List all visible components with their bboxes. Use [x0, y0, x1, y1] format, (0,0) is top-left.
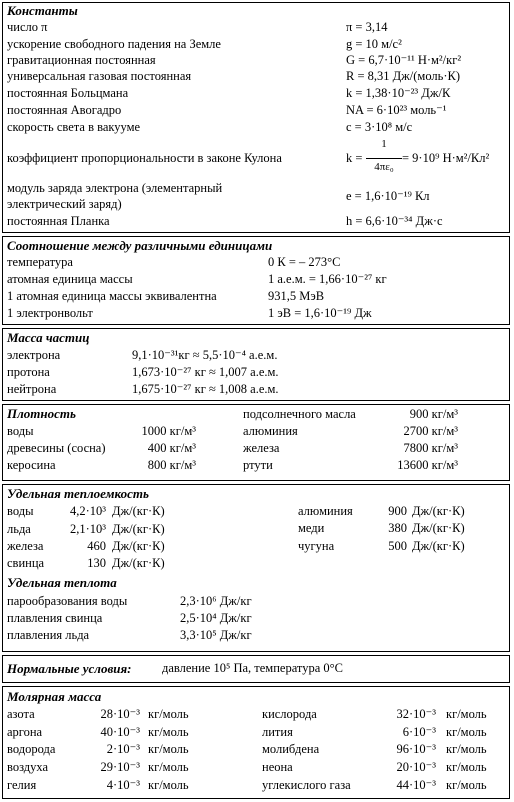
constant-name: постоянная Больцмана — [7, 86, 129, 100]
molar-unit: кг/моль — [148, 707, 189, 721]
constants-title: Константы — [7, 3, 78, 18]
unit-name: температура — [7, 255, 73, 269]
electron-charge-name-cont: электрический заряд) — [7, 197, 122, 211]
normal-conditions-title: Нормальные условия: — [7, 661, 132, 676]
units-title: Соотношение между различными единицами — [7, 238, 273, 253]
heat-capacity-unit: Дж/(кг·К) — [412, 504, 465, 518]
density-title: Плотность — [7, 406, 76, 421]
molar-name: углекислого газа — [262, 778, 351, 792]
molar-name: кислорода — [262, 707, 317, 721]
molar-value: 96·10⁻³ — [396, 742, 436, 756]
heat-capacity-name: чугуна — [298, 539, 335, 553]
coulomb-denominator: 4πε₀ — [374, 161, 394, 173]
molar-name: молибдена — [262, 742, 320, 756]
density-value: 900 кг/м³ — [409, 407, 458, 421]
density-value: 2700 кг/м³ — [403, 424, 458, 438]
mass-value: 1,673·10⁻²⁷ кг ≈ 1,007 а.е.м. — [132, 365, 279, 379]
density-value: 7800 кг/м³ — [403, 441, 458, 455]
density-name: железа — [243, 441, 280, 455]
mass-name: электрона — [7, 348, 61, 362]
molar-unit: кг/моль — [148, 778, 189, 792]
heat-capacity-value: 460 — [87, 539, 106, 553]
molar-value: 4·10⁻³ — [106, 778, 140, 792]
molar-value: 40·10⁻³ — [100, 725, 140, 739]
molar-value: 44·10⁻³ — [396, 778, 436, 792]
heat-capacity-unit: Дж/(кг·К) — [112, 539, 165, 553]
specific-heat-value: 2,5·10⁴ Дж/кг — [180, 611, 252, 625]
molar-value: 6·10⁻³ — [402, 725, 436, 739]
electron-charge-name: модуль заряда электрона (элементарный — [7, 181, 223, 195]
molar-name: воздуха — [7, 760, 49, 774]
specific-heat-name: парообразования воды — [7, 594, 128, 608]
molar-name: азота — [7, 707, 35, 721]
unit-value: 931,5 МэВ — [268, 289, 325, 303]
unit-name: 1 атомная единица массы эквивалентна — [7, 289, 217, 303]
molar-name: лития — [262, 725, 293, 739]
heat-capacity-value: 500 — [388, 539, 407, 553]
coulomb-name: коэффициент пропорциональности в законе Кулона — [7, 151, 282, 165]
heat-capacity-value: 900 — [388, 504, 407, 518]
heat-capacity-unit: Дж/(кг·К) — [412, 521, 465, 535]
heat-capacity-value: 4,2·10³ — [69, 504, 106, 518]
specific-heat-title: Удельная теплота — [7, 575, 117, 590]
molar-value: 2·10⁻³ — [106, 742, 140, 756]
molar-value: 28·10⁻³ — [100, 707, 140, 721]
specific-heat-value: 2,3·10⁶ Дж/кг — [180, 594, 252, 608]
density-name: древесины (сосна) — [7, 441, 106, 455]
heat-capacity-name: льда — [7, 522, 31, 536]
mass-value: 9,1·10⁻³¹кг ≈ 5,5·10⁻⁴ а.е.м. — [132, 348, 278, 362]
specific-heat-name: плавления льда — [7, 628, 90, 642]
constant-value: R = 8,31 Дж/(моль·К) — [346, 69, 461, 83]
molar-name: гелия — [7, 778, 37, 792]
fraction-bar — [366, 158, 402, 159]
normal-conditions-text: давление 10⁵ Па, температура 0°С — [162, 661, 343, 675]
heat-capacity-unit: Дж/(кг·К) — [112, 504, 165, 518]
planck-value: h = 6,6·10⁻³⁴ Дж·с — [346, 214, 443, 228]
heat-capacity-title: Удельная теплоемкость — [7, 486, 149, 501]
heat-capacity-name: воды — [7, 504, 34, 518]
density-value: 1000 кг/м³ — [141, 424, 196, 438]
mass-value: 1,675·10⁻²⁷ кг ≈ 1,008 а.е.м. — [132, 382, 279, 396]
molar-unit: кг/моль — [446, 707, 487, 721]
heat-capacity-name: алюминия — [298, 504, 353, 518]
density-value: 13600 кг/м³ — [397, 458, 458, 472]
constant-name: гравитационная постоянная — [7, 53, 156, 67]
density-name: ртути — [243, 458, 273, 472]
constant-value: k = 1,38·10⁻²³ Дж/К — [346, 86, 451, 100]
constant-value: g = 10 м/с² — [346, 37, 402, 51]
molar-unit: кг/моль — [446, 742, 487, 756]
molar-value: 32·10⁻³ — [396, 707, 436, 721]
electron-charge-value: e = 1,6·10⁻¹⁹ Кл — [346, 189, 430, 203]
density-name: алюминия — [243, 424, 298, 438]
constant-name: число π — [7, 20, 48, 34]
constant-name: постоянная Авогадро — [7, 103, 122, 117]
coulomb-value: = 9·10⁹ Н·м²/Кл² — [402, 151, 490, 165]
unit-name: 1 электронвольт — [7, 306, 93, 320]
constant-name: универсальная газовая постоянная — [7, 69, 192, 83]
molar-unit: кг/моль — [148, 725, 189, 739]
density-name: подсолнечного масла — [243, 407, 356, 421]
heat-capacity-value: 130 — [87, 556, 106, 570]
molar-value: 29·10⁻³ — [100, 760, 140, 774]
molar-name: неона — [262, 760, 293, 774]
constant-name: скорость света в вакууме — [7, 120, 141, 134]
constant-value: G = 6,7·10⁻¹¹ Н·м²/кг² — [346, 53, 462, 67]
unit-value: 1 эВ = 1,6·10⁻¹⁹ Дж — [268, 306, 372, 320]
density-name: воды — [7, 424, 34, 438]
specific-heat-name: плавления свинца — [7, 611, 103, 625]
planck-name: постоянная Планка — [7, 214, 110, 228]
unit-value: 0 К = – 273°С — [268, 255, 341, 269]
density-value: 800 кг/м³ — [147, 458, 196, 472]
heat-capacity-name: меди — [298, 521, 325, 535]
unit-name: атомная единица массы — [7, 272, 133, 286]
mass-title: Масса частиц — [7, 330, 90, 345]
molar-name: аргона — [7, 725, 43, 739]
heat-capacity-name: свинца — [7, 556, 45, 570]
constant-value: c = 3·10⁸ м/с — [346, 120, 413, 134]
mass-name: нейтрона — [7, 382, 57, 396]
molar-unit: кг/моль — [148, 760, 189, 774]
molar-title: Молярная масса — [7, 689, 102, 704]
heat-capacity-value: 2,1·10³ — [69, 522, 106, 536]
specific-heat-value: 3,3·10⁵ Дж/кг — [180, 628, 252, 642]
coulomb-lhs: k = — [346, 151, 363, 165]
molar-unit: кг/моль — [148, 742, 189, 756]
constant-value: NA = 6·10²³ моль⁻¹ — [346, 103, 447, 117]
coulomb-numerator: 1 — [381, 138, 387, 150]
molar-unit: кг/моль — [446, 725, 487, 739]
molar-value: 20·10⁻³ — [396, 760, 436, 774]
constant-name: ускорение свободного падения на Земле — [7, 37, 221, 51]
density-value: 400 кг/м³ — [147, 441, 196, 455]
constant-value: π = 3,14 — [346, 20, 388, 34]
heat-capacity-unit: Дж/(кг·К) — [112, 522, 165, 536]
density-name: керосина — [7, 458, 56, 472]
heat-capacity-unit: Дж/(кг·К) — [412, 539, 465, 553]
heat-capacity-name: железа — [7, 539, 44, 553]
molar-name: водорода — [7, 742, 56, 756]
heat-capacity-unit: Дж/(кг·К) — [112, 556, 165, 570]
molar-unit: кг/моль — [446, 778, 487, 792]
heat-capacity-value: 380 — [388, 521, 407, 535]
unit-value: 1 а.е.м. = 1,66·10⁻²⁷ кг — [268, 272, 387, 286]
mass-name: протона — [7, 365, 50, 379]
molar-unit: кг/моль — [446, 760, 487, 774]
